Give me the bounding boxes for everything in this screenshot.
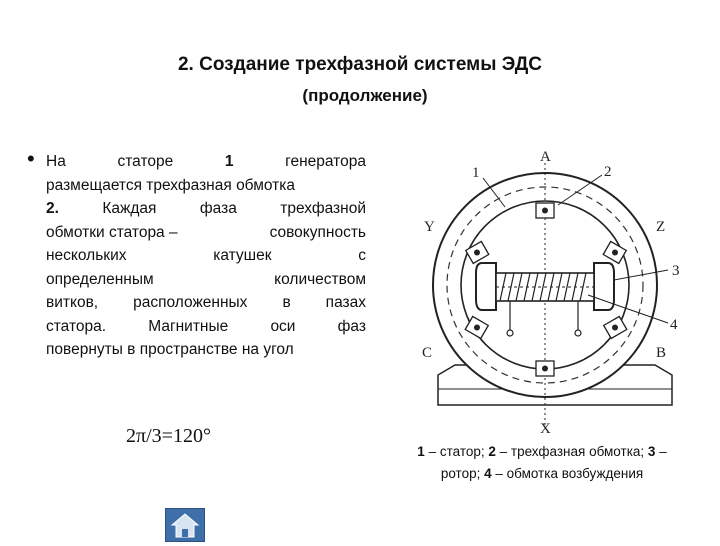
conductor-dot [542,366,548,372]
label-z: Z [656,219,666,235]
label-c: C [422,345,433,361]
bullet-paragraph [46,150,366,362]
formula-denominator: 3 [151,425,162,447]
label-b: B [656,345,667,361]
conductor-dot [612,250,618,256]
caption-text: – трехфазная обмотка; [495,444,648,459]
word: фаз [337,317,366,335]
home-icon [166,509,204,541]
angle-formula [126,425,211,448]
label-a: A [540,149,551,165]
generator-diagram [410,145,700,435]
slide-subtitle: (продолжение) [302,86,428,105]
text-line [46,244,366,268]
word: размещается трехфазная обмотка [46,176,295,194]
text-line [46,338,366,362]
caption-text: – статор; [424,444,489,459]
word: совокупность [269,223,366,241]
conductor-dot [542,208,548,214]
conductor-dot [474,250,480,256]
word: обмотки статора – [46,223,178,241]
caption-num: 4 [484,466,492,481]
label-4: 4 [670,317,678,333]
caption-text: ротор; [440,466,485,481]
slide-title: 2. Создание трехфазной системы ЭДС [177,54,543,75]
label-2: 2 [604,164,612,180]
terminal-right [575,330,581,336]
word: генератора [285,153,366,170]
word: нескольких [46,247,127,264]
text-line [46,291,366,315]
text-line [46,268,366,292]
word: в [282,294,291,311]
text-line [46,197,366,221]
formula-value: 120° [172,425,211,447]
caption-num: 2 [488,444,496,459]
word: оси [270,317,296,335]
word: На [46,153,66,170]
label-x: X [540,421,551,435]
rotor-pole-left [476,263,496,310]
word: статоре [117,153,174,170]
word: витков, [46,294,99,311]
word: расположенных [133,294,248,311]
diagram-caption [392,441,692,485]
word: пазах [325,294,366,311]
caption-num: 3 [647,444,656,459]
formula-numerator: 2π [126,425,147,447]
conductor-dot [612,325,618,331]
word: Магнитные [148,317,229,335]
word: повернуты в пространстве на угол [46,341,294,358]
word: трехфазной [280,200,366,217]
caption-num: 1 [417,444,425,459]
label-y: Y [424,219,435,235]
caption-text: – обмотка возбуждения [491,466,644,481]
word: статора. [46,317,107,335]
word-bold: 1 [224,153,234,170]
word: Каждая [102,200,157,217]
formula-equals: = [161,425,173,447]
label-3: 3 [672,263,680,279]
formula-slash: / [146,425,152,447]
caption-text: – [655,444,667,459]
text-line [46,174,366,198]
word: определенным [46,270,154,288]
bullet-marker: • [27,146,35,171]
label-1: 1 [472,165,480,181]
word-bold: 2. [46,200,59,217]
text-line [46,315,366,339]
conductor-dot [474,325,480,331]
word: фаза [199,200,237,217]
home-button[interactable] [165,508,205,542]
word: катушек [213,247,272,264]
word: с [358,247,366,264]
text-line [46,150,366,174]
word: количеством [274,270,366,288]
terminal-left [507,330,513,336]
text-line [46,221,366,245]
